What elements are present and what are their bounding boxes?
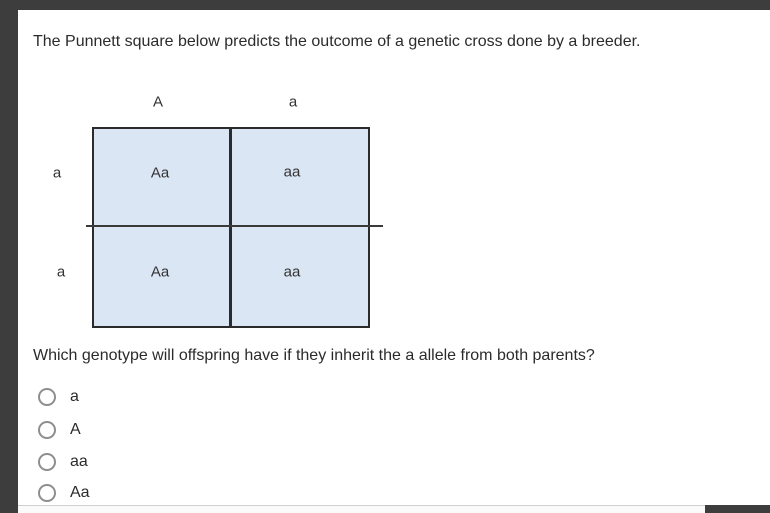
- option-row-a[interactable]: [38, 388, 79, 406]
- punnett-cell-top-left: Aa: [150, 164, 170, 182]
- question-text: Which genotype will offspring have if they inherit the a allele from both parents?: [33, 347, 595, 364]
- option-label: A: [70, 421, 81, 438]
- option-label: a: [70, 388, 79, 405]
- punnett-cell-top-right: aa: [283, 163, 301, 181]
- horizontal-scrollbar-track[interactable]: [18, 505, 770, 513]
- window-frame-left: [0, 0, 18, 513]
- punnett-row-header-1: a: [52, 164, 62, 182]
- radio-button[interactable]: [38, 484, 56, 502]
- punnett-horizontal-divider: [86, 225, 383, 227]
- option-label: Aa: [70, 484, 90, 501]
- radio-button[interactable]: [38, 453, 56, 471]
- option-row-aa[interactable]: [38, 453, 88, 471]
- scrollbar-corner: [705, 505, 770, 513]
- punnett-row-header-2: a: [56, 263, 66, 281]
- punnett-col-header-1: A: [152, 93, 164, 111]
- punnett-cell-bottom-right: aa: [283, 263, 301, 281]
- radio-button[interactable]: [38, 388, 56, 406]
- punnett-col-header-2: a: [288, 93, 298, 111]
- window-frame-top: [0, 0, 770, 10]
- punnett-cell-bottom-left: Aa: [150, 263, 170, 281]
- punnett-vertical-divider: [229, 127, 232, 328]
- option-label: aa: [70, 453, 88, 470]
- option-row-Aa[interactable]: [38, 484, 90, 502]
- option-row-A[interactable]: [38, 421, 81, 439]
- intro-text: The Punnett square below predicts the outcome of a genetic cross done by a breeder.: [33, 33, 641, 50]
- radio-button[interactable]: [38, 421, 56, 439]
